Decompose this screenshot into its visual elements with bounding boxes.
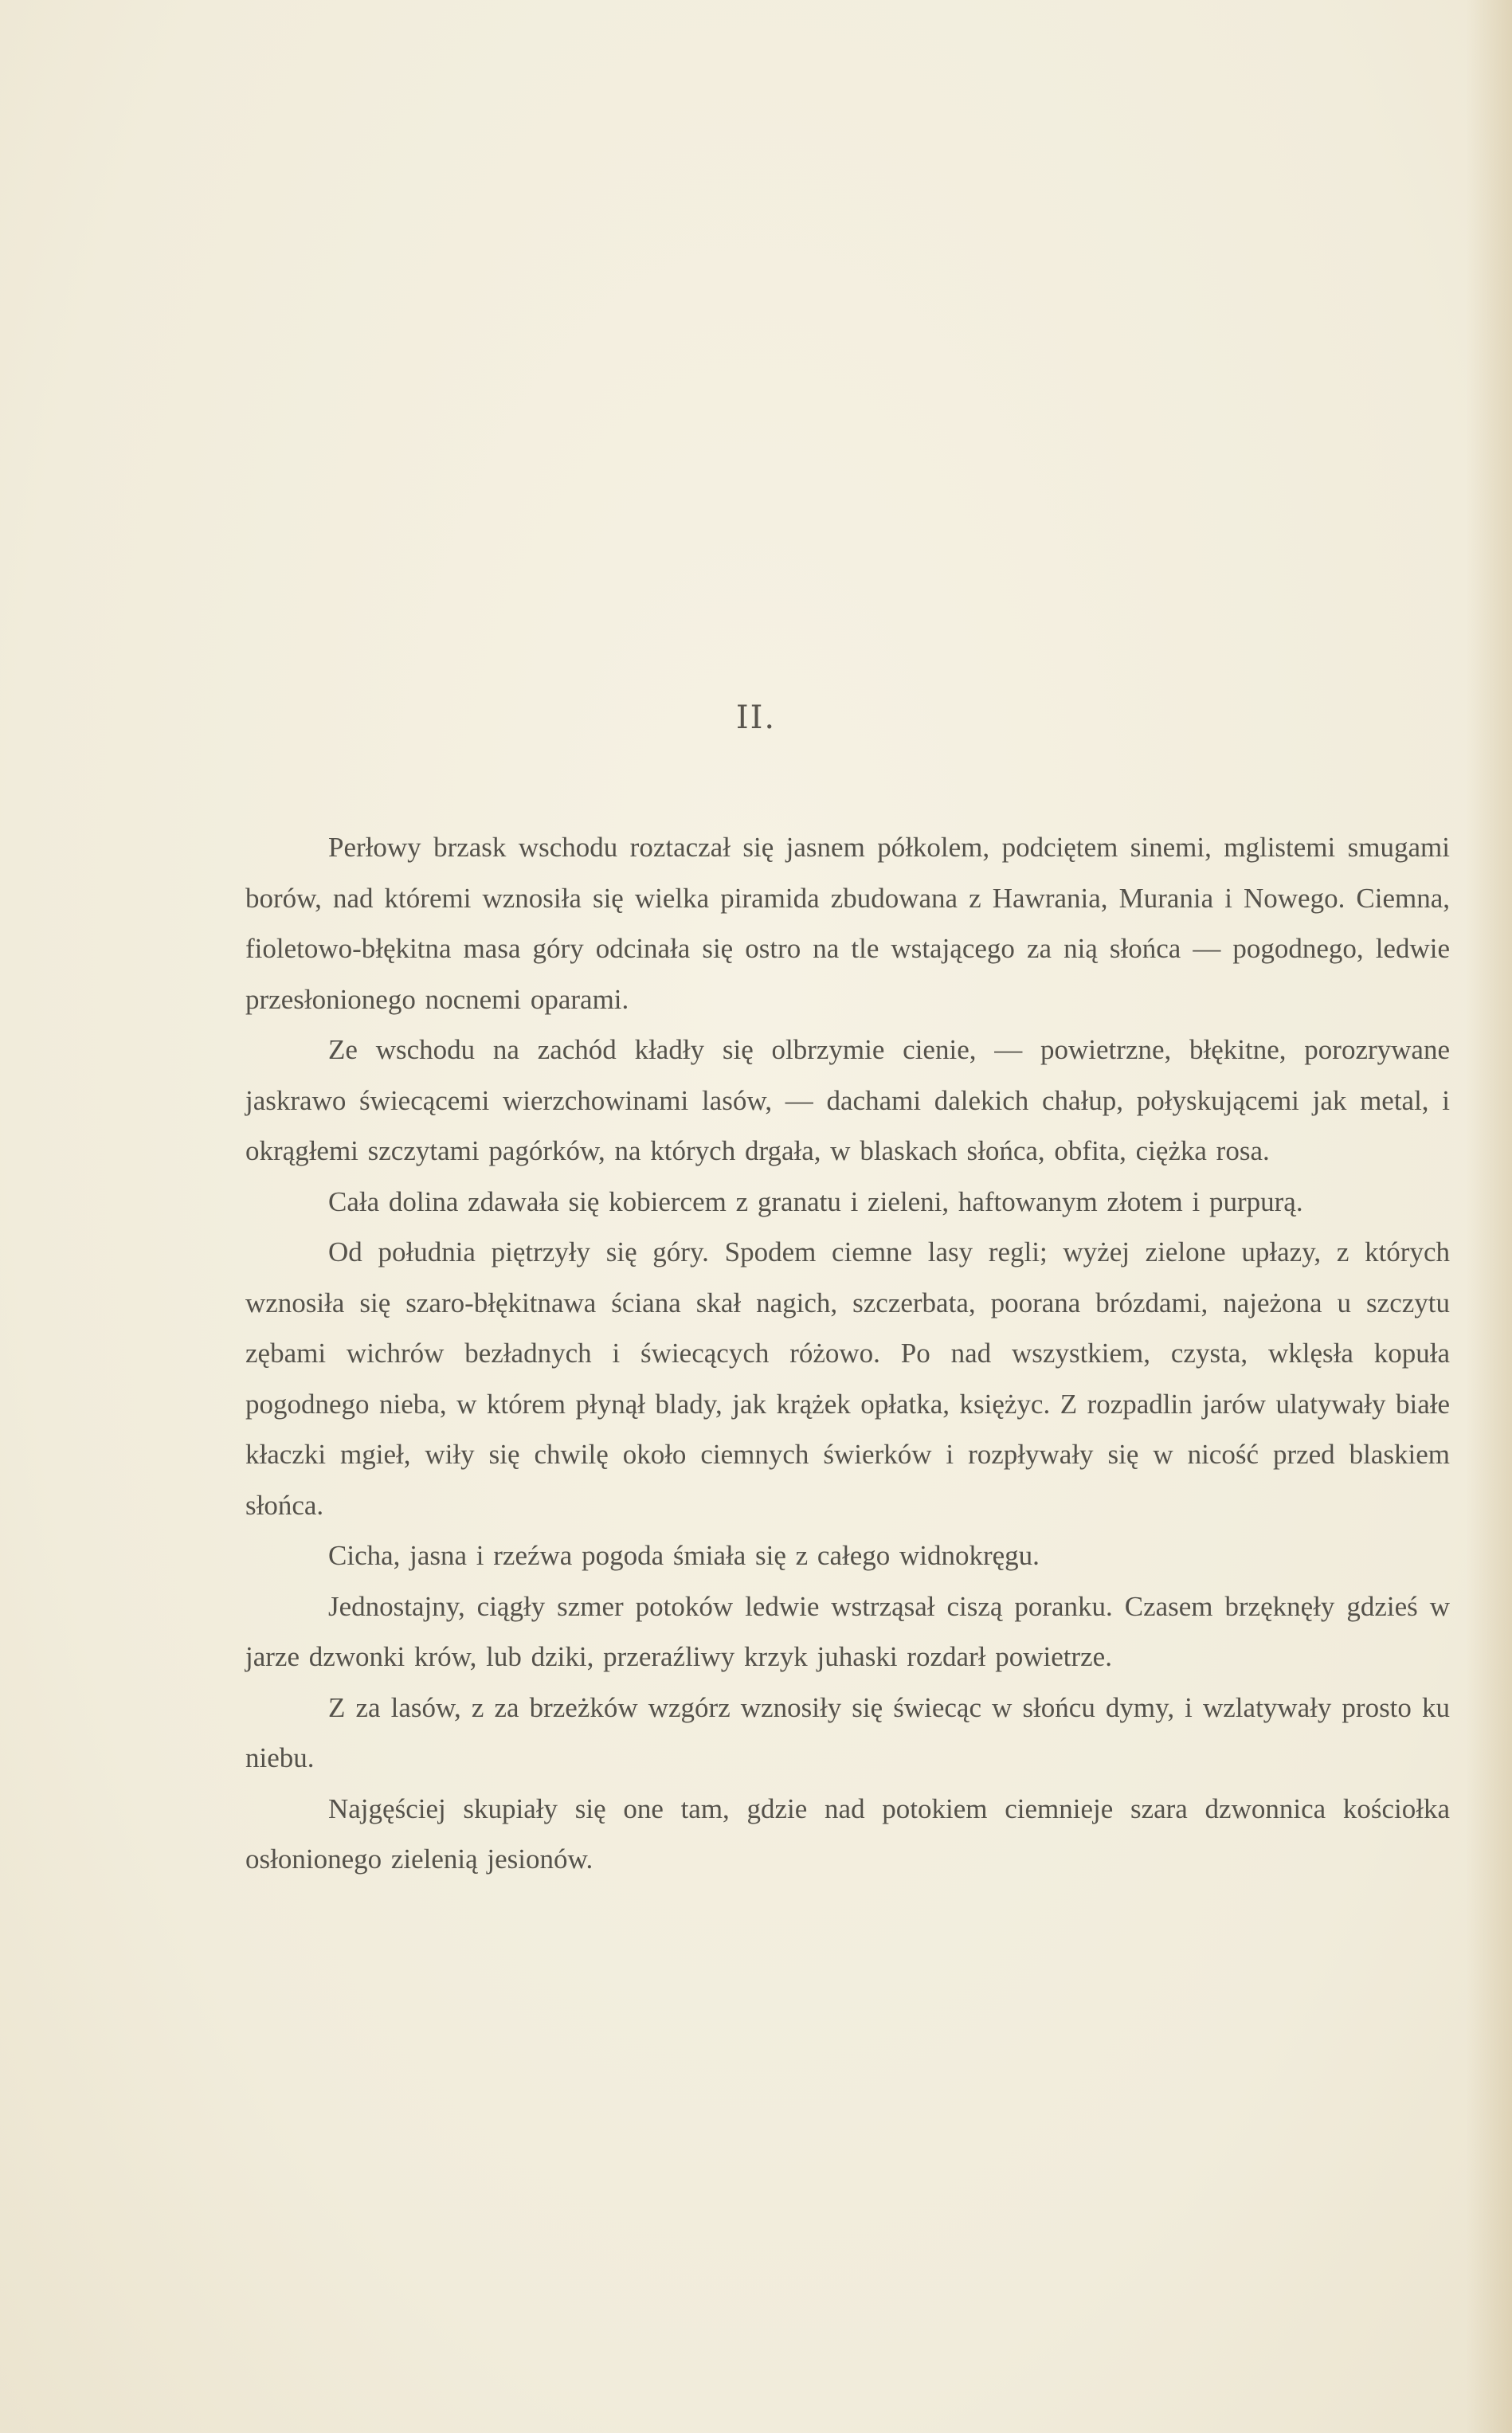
chapter-number: II. [735,699,777,736]
paragraph: Jednostajny, ciągły szmer potoków ledwie wstrząsał ciszą poranku. Czasem brzęknęły gdzieś w jarze dzwonki krów, lub dziki, przeraźliwy krzyk juhaski rozdarł powietrze. [245,1590,1450,1672]
chapter-text [245,822,1450,1885]
paragraph: Cicha, jasna i rzeźwa pogoda śmiała się z całego widnokręgu. [328,1540,1040,1571]
paragraph: Od południa piętrzyły się góry. Spodem ciemne lasy regli; wyżej zielone upłazy, z których wznosiła się szaro-błękitnawa ściana skał nagich, szczerbata, poorana brózdami, najeżona u szczytu zębami wichrów bezładnych i świecących różowo. Po nad wszystkiem, czysta, wklęsła kopuła pogodnego nieba, w którem płynął blady, jak krążek opłatka, księżyc. Z rozpadlin jarów ulatywały białe kłaczki mgieł, wiły się chwilę około ciemnych świerków i rozpływały się w nicość przed blaskiem słońca. [245,1236,1450,1521]
paragraph: Najgęściej skupiały się one tam, gdzie nad potokiem ciemnieje szara dzwonnica kościołka osłonionego zielenią jesionów. [245,1792,1450,1875]
paragraph: Z za lasów, z za brzeżków wzgórz wznosiły się świecąc w słońcu dymy, i wzlatywały prosto ku niebu. [245,1691,1450,1773]
paragraph: Perłowy brzask wschodu roztaczał się jasnem półkolem, podciętem sinemi, mglistemi smugami borów, nad któremi wznosiła się wielka piramida zbudowana z Hawrania, Murania i Nowego. Ciemna, fioletowo-błękitna masa góry odcinała się ostro na tle wstającego za nią słońca — pogodnego, ledwie przesłonionego nocnemi oparami. [245,832,1450,1015]
paragraph: Cała dolina zdawała się kobiercem z granatu i zieleni, haftowanym złotem i purpurą. [328,1185,1303,1217]
paragraph: Ze wschodu na zachód kładły się olbrzymie cienie, — powietrzne, błękitne, porozrywane jaskrawo świecącemi wierzchowinami lasów, — dachami dalekich chałup, połyskującemi jak metal, i okrągłemi szczytami pagórków, na których drgała, w blaskach słońca, obfita, ciężka rosa. [245,1034,1450,1166]
